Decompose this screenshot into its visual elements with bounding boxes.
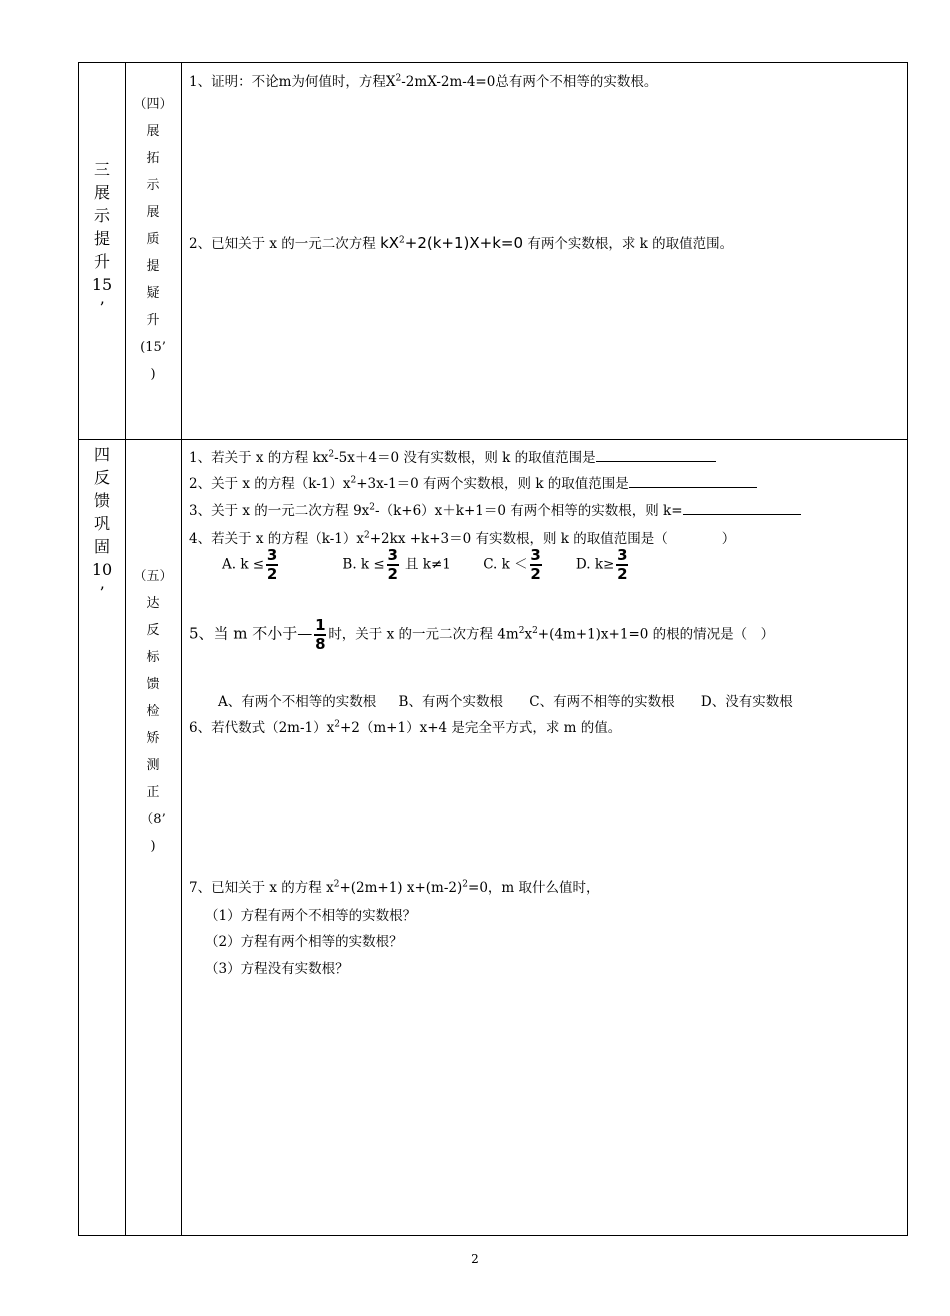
s4-question-4: 4、若关于 x 的方程$(k-1)x^2+2kx +k+3=0$ 有实数根，则 k 的取值范围是（ ） bbox=[189, 530, 736, 547]
s4-question-7-sub-3: （3）方程没有实数根？ bbox=[205, 961, 349, 977]
option-a[interactable]: A、有两个不相等的实数根 bbox=[218, 694, 377, 710]
section-four-label: 四 反 馈 巩 固 10 ’ bbox=[91, 445, 113, 602]
s3-question-1: 1、证明：不论m为何值时，方程$X^2-2mX-2m-4=0$总有两个不相等的实数根。 bbox=[189, 73, 658, 90]
s4-question-5: 5、当 m 不小于— $\frac{1}{8}$ 时，关于 x 的一元二次方程 $4m^2x^2+(4m+1)x+1=0$ 的根的情况是（ ） bbox=[189, 616, 775, 653]
s4-question-1: 1、若关于 x 的方程 $kx^2-5x+4=0$ 没有实数根，则 k 的取值范围是 bbox=[189, 446, 716, 466]
s4-question-5-options bbox=[218, 690, 793, 710]
s4-question-7-sub-2: （2）方程有两个相等的实数根？ bbox=[205, 934, 403, 950]
answer-blank[interactable] bbox=[596, 449, 716, 462]
option-a[interactable]: A. k ≤ $\frac{3}{2}$ bbox=[222, 546, 278, 583]
s4-question-2: 2、关于 x 的方程$(k-1)x^2+3x-1=0$ 有两个实数根，则 k 的取值范围是 bbox=[189, 472, 757, 492]
section-three-label: 三 展 示 提 升 15 ’ bbox=[91, 160, 113, 317]
s4-question-7-sub-1: （1）方程有两个不相等的实数根？ bbox=[205, 908, 417, 924]
s4-question-6: 6、若代数式$(2m-1)x^2+2(m+1)x+4$ 是完全平方式，求 m 的值。 bbox=[189, 719, 622, 736]
option-d[interactable]: D、没有实数根 bbox=[700, 694, 793, 710]
option-c[interactable]: C. k ＜ $\frac{3}{2}$ bbox=[483, 546, 541, 583]
section-three-sub-label: （四） 展 拓 示 展 质 提 疑 升 (15’ ) bbox=[133, 97, 173, 382]
s4-question-7: 7、已知关于 x 的方程 $x^2+(2m+1)$ $x+(m-2)^2=0$，m 取什么值时， bbox=[189, 879, 600, 896]
row-divider bbox=[79, 439, 907, 440]
option-d[interactable]: D. k≥ $\frac{3}{2}$ bbox=[575, 546, 628, 583]
s3-question-2: 2、已知关于 x 的一元二次方程 $kX^2+2(k+1)X+k=0$ 有两个实数根，求 k 的取值范围。 bbox=[189, 234, 734, 252]
answer-blank[interactable] bbox=[683, 502, 801, 515]
column-divider bbox=[181, 63, 182, 1235]
option-c[interactable]: C、有两不相等的实数根 bbox=[529, 694, 675, 710]
s4-question-4-options bbox=[222, 548, 658, 582]
answer-blank[interactable] bbox=[629, 475, 757, 488]
page-number: 2 bbox=[471, 1252, 479, 1266]
option-b[interactable]: B. k ≤ $\frac{3}{2}$ 且 k≠1 bbox=[342, 546, 451, 583]
option-b[interactable]: B、有两个实数根 bbox=[398, 694, 503, 710]
s4-question-3: 3、关于 x 的一元二次方程 $9x^2-(k+6)x+k+1=0$ 有两个相等的实数根，则 k= bbox=[189, 499, 801, 519]
section-four-sub-label: （五） 达 反 标 馈 检 矫 测 正 （8’ ) bbox=[133, 569, 173, 854]
